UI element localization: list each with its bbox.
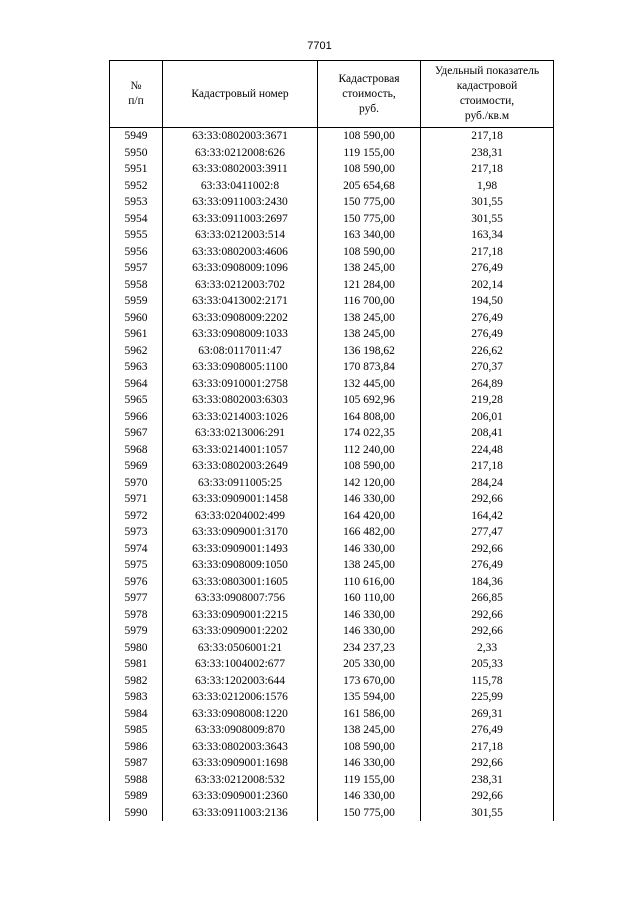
table-row <box>110 409 554 426</box>
cell-specific-indicator: 217,18 <box>421 739 554 756</box>
cell-number: 5967 <box>110 425 163 442</box>
cell-number: 5983 <box>110 689 163 706</box>
cell-specific-indicator: 292,66 <box>421 541 554 558</box>
cell-cadastral-cost: 132 445,00 <box>318 376 421 393</box>
cell-number: 5970 <box>110 475 163 492</box>
cell-number: 5976 <box>110 574 163 591</box>
cell-specific-indicator: 264,89 <box>421 376 554 393</box>
cell-number: 5951 <box>110 161 163 178</box>
cell-cadastral-number: 63:33:0908008:1220 <box>163 706 318 723</box>
cell-cadastral-number: 63:33:0212006:1576 <box>163 689 318 706</box>
cell-cadastral-number: 63:33:0213006:291 <box>163 425 318 442</box>
cell-specific-indicator: 202,14 <box>421 277 554 294</box>
cell-number: 5964 <box>110 376 163 393</box>
cell-cadastral-number: 63:33:0214001:1057 <box>163 442 318 459</box>
cell-cadastral-number: 63:08:0117011:47 <box>163 343 318 360</box>
cell-cadastral-cost: 135 594,00 <box>318 689 421 706</box>
cell-specific-indicator: 225,99 <box>421 689 554 706</box>
cell-cadastral-cost: 121 284,00 <box>318 277 421 294</box>
cell-cadastral-number: 63:33:0212003:702 <box>163 277 318 294</box>
table-row <box>110 442 554 459</box>
cadastral-table <box>109 60 554 821</box>
table-row <box>110 541 554 558</box>
cell-cadastral-number: 63:33:0911003:2136 <box>163 805 318 822</box>
cell-cadastral-cost: 163 340,00 <box>318 227 421 244</box>
cell-cadastral-cost: 108 590,00 <box>318 244 421 261</box>
cell-number: 5981 <box>110 656 163 673</box>
cell-number: 5989 <box>110 788 163 805</box>
table-row <box>110 145 554 162</box>
cell-cadastral-cost: 205 330,00 <box>318 656 421 673</box>
cell-specific-indicator: 164,42 <box>421 508 554 525</box>
cell-cadastral-number: 63:33:0909001:1493 <box>163 541 318 558</box>
cell-specific-indicator: 217,18 <box>421 244 554 261</box>
table-row <box>110 128 554 145</box>
cell-cadastral-cost: 146 330,00 <box>318 788 421 805</box>
cell-cadastral-number: 63:33:0802003:2649 <box>163 458 318 475</box>
cell-number: 5963 <box>110 359 163 376</box>
table-row <box>110 607 554 624</box>
cell-specific-indicator: 301,55 <box>421 194 554 211</box>
cell-cadastral-cost: 112 240,00 <box>318 442 421 459</box>
cell-cadastral-cost: 146 330,00 <box>318 491 421 508</box>
cell-cadastral-cost: 119 155,00 <box>318 772 421 789</box>
cell-number: 5959 <box>110 293 163 310</box>
cell-specific-indicator: 276,49 <box>421 722 554 739</box>
cell-specific-indicator: 276,49 <box>421 557 554 574</box>
cell-specific-indicator: 224,48 <box>421 442 554 459</box>
cell-number: 5954 <box>110 211 163 228</box>
cell-cadastral-cost: 150 775,00 <box>318 194 421 211</box>
cell-cadastral-number: 63:33:0212008:626 <box>163 145 318 162</box>
cell-cadastral-cost: 119 155,00 <box>318 145 421 162</box>
cell-specific-indicator: 163,34 <box>421 227 554 244</box>
cell-specific-indicator: 238,31 <box>421 145 554 162</box>
cell-cadastral-cost: 164 808,00 <box>318 409 421 426</box>
cell-cadastral-cost: 173 670,00 <box>318 673 421 690</box>
table-row <box>110 277 554 294</box>
cell-cadastral-number: 63:33:0911003:2430 <box>163 194 318 211</box>
cell-cadastral-cost: 146 330,00 <box>318 623 421 640</box>
cell-number: 5971 <box>110 491 163 508</box>
cell-specific-indicator: 238,31 <box>421 772 554 789</box>
cell-number: 5966 <box>110 409 163 426</box>
cell-specific-indicator: 276,49 <box>421 326 554 343</box>
col-header-number: № п/п <box>110 61 163 128</box>
table-row <box>110 343 554 360</box>
cell-cadastral-number: 63:33:1202003:644 <box>163 673 318 690</box>
cell-cadastral-number: 63:33:0908009:1050 <box>163 557 318 574</box>
cell-cadastral-number: 63:33:0214003:1026 <box>163 409 318 426</box>
cell-number: 5953 <box>110 194 163 211</box>
cell-cadastral-cost: 108 590,00 <box>318 161 421 178</box>
cell-cadastral-number: 63:33:0908009:1033 <box>163 326 318 343</box>
cell-cadastral-number: 63:33:0909001:2215 <box>163 607 318 624</box>
cell-specific-indicator: 219,28 <box>421 392 554 409</box>
cell-specific-indicator: 269,31 <box>421 706 554 723</box>
cell-specific-indicator: 292,66 <box>421 607 554 624</box>
cell-cadastral-cost: 146 330,00 <box>318 755 421 772</box>
table-row <box>110 161 554 178</box>
cell-cadastral-cost: 161 586,00 <box>318 706 421 723</box>
table-row <box>110 194 554 211</box>
cell-specific-indicator: 292,66 <box>421 788 554 805</box>
cell-number: 5962 <box>110 343 163 360</box>
table-row <box>110 640 554 657</box>
cell-number: 5988 <box>110 772 163 789</box>
table-row <box>110 706 554 723</box>
table-body <box>110 128 554 822</box>
cell-cadastral-number: 63:33:0204002:499 <box>163 508 318 525</box>
cell-number: 5965 <box>110 392 163 409</box>
table-row <box>110 310 554 327</box>
table-row <box>110 623 554 640</box>
cell-number: 5980 <box>110 640 163 657</box>
table-row <box>110 590 554 607</box>
col-header-cadastral-cost: Кадастровая стоимость, руб. <box>318 61 421 128</box>
table-row <box>110 425 554 442</box>
table-row <box>110 475 554 492</box>
table-row <box>110 788 554 805</box>
cell-cadastral-number: 63:33:0212003:514 <box>163 227 318 244</box>
table-row <box>110 260 554 277</box>
cell-cadastral-number: 63:33:0802003:6303 <box>163 392 318 409</box>
cell-number: 5973 <box>110 524 163 541</box>
cell-number: 5972 <box>110 508 163 525</box>
cell-specific-indicator: 301,55 <box>421 211 554 228</box>
table-row <box>110 805 554 822</box>
cell-number: 5977 <box>110 590 163 607</box>
cell-specific-indicator: 270,37 <box>421 359 554 376</box>
cell-cadastral-cost: 105 692,96 <box>318 392 421 409</box>
cell-cadastral-number: 63:33:0908005:1100 <box>163 359 318 376</box>
cell-cadastral-number: 63:33:0212008:532 <box>163 772 318 789</box>
cell-cadastral-cost: 146 330,00 <box>318 541 421 558</box>
cell-specific-indicator: 217,18 <box>421 458 554 475</box>
table-row <box>110 458 554 475</box>
cell-specific-indicator: 284,24 <box>421 475 554 492</box>
col-header-specific-indicator: Удельный показатель кадастровой стоимости, руб./кв.м <box>421 61 554 128</box>
cell-cadastral-cost: 160 110,00 <box>318 590 421 607</box>
cell-specific-indicator: 206,01 <box>421 409 554 426</box>
cell-specific-indicator: 184,36 <box>421 574 554 591</box>
cell-number: 5958 <box>110 277 163 294</box>
cell-number: 5978 <box>110 607 163 624</box>
cell-number: 5968 <box>110 442 163 459</box>
table-row <box>110 376 554 393</box>
cell-number: 5969 <box>110 458 163 475</box>
cell-cadastral-number: 63:33:0803001:1605 <box>163 574 318 591</box>
cell-number: 5960 <box>110 310 163 327</box>
cell-cadastral-number: 63:33:1004002:677 <box>163 656 318 673</box>
cell-specific-indicator: 1,98 <box>421 178 554 195</box>
cell-number: 5950 <box>110 145 163 162</box>
table-row <box>110 359 554 376</box>
cell-number: 5982 <box>110 673 163 690</box>
cell-specific-indicator: 194,50 <box>421 293 554 310</box>
cell-specific-indicator: 276,49 <box>421 260 554 277</box>
cell-cadastral-cost: 164 420,00 <box>318 508 421 525</box>
cell-cadastral-cost: 205 654,68 <box>318 178 421 195</box>
table-row <box>110 491 554 508</box>
table-row <box>110 293 554 310</box>
table-row <box>110 739 554 756</box>
cell-cadastral-cost: 138 245,00 <box>318 722 421 739</box>
cell-specific-indicator: 292,66 <box>421 755 554 772</box>
cell-cadastral-number: 63:33:0909001:1698 <box>163 755 318 772</box>
cell-specific-indicator: 277,47 <box>421 524 554 541</box>
cell-specific-indicator: 292,66 <box>421 491 554 508</box>
cell-number: 5955 <box>110 227 163 244</box>
cell-cadastral-cost: 108 590,00 <box>318 458 421 475</box>
cell-specific-indicator: 301,55 <box>421 805 554 822</box>
cell-specific-indicator: 292,66 <box>421 623 554 640</box>
cell-cadastral-number: 63:33:0506001:21 <box>163 640 318 657</box>
table-row <box>110 722 554 739</box>
table-row <box>110 524 554 541</box>
table-row <box>110 574 554 591</box>
table-row <box>110 508 554 525</box>
cell-cadastral-number: 63:33:0908007:756 <box>163 590 318 607</box>
col-header-cadastral-number: Кадастровый номер <box>163 61 318 128</box>
cell-cadastral-number: 63:33:0411002:8 <box>163 178 318 195</box>
table-row <box>110 244 554 261</box>
table-row <box>110 755 554 772</box>
cell-cadastral-number: 63:33:0909001:1458 <box>163 491 318 508</box>
cell-cadastral-cost: 174 022,35 <box>318 425 421 442</box>
table-row <box>110 326 554 343</box>
cell-cadastral-number: 63:33:0908009:1096 <box>163 260 318 277</box>
cell-cadastral-cost: 170 873,84 <box>318 359 421 376</box>
cell-number: 5986 <box>110 739 163 756</box>
cell-cadastral-cost: 108 590,00 <box>318 128 421 145</box>
page-number: 7701 <box>307 40 332 52</box>
cell-cadastral-number: 63:33:0909001:2202 <box>163 623 318 640</box>
cell-cadastral-cost: 150 775,00 <box>318 211 421 228</box>
cell-number: 5949 <box>110 128 163 145</box>
cell-number: 5956 <box>110 244 163 261</box>
cell-cadastral-number: 63:33:0909001:3170 <box>163 524 318 541</box>
cell-specific-indicator: 226,62 <box>421 343 554 360</box>
cell-cadastral-number: 63:33:0802003:3643 <box>163 739 318 756</box>
cell-number: 5990 <box>110 805 163 822</box>
table-row <box>110 392 554 409</box>
cell-cadastral-cost: 138 245,00 <box>318 326 421 343</box>
cell-cadastral-cost: 234 237,23 <box>318 640 421 657</box>
cell-cadastral-number: 63:33:0911003:2697 <box>163 211 318 228</box>
cell-cadastral-number: 63:33:0908009:870 <box>163 722 318 739</box>
cell-cadastral-cost: 138 245,00 <box>318 557 421 574</box>
cell-cadastral-number: 63:33:0911005:25 <box>163 475 318 492</box>
cell-number: 5985 <box>110 722 163 739</box>
table-row <box>110 656 554 673</box>
cell-number: 5974 <box>110 541 163 558</box>
cell-cadastral-number: 63:33:0802003:3911 <box>163 161 318 178</box>
cell-cadastral-number: 63:33:0908009:2202 <box>163 310 318 327</box>
cell-cadastral-cost: 146 330,00 <box>318 607 421 624</box>
cell-cadastral-cost: 142 120,00 <box>318 475 421 492</box>
cell-cadastral-cost: 166 482,00 <box>318 524 421 541</box>
cell-specific-indicator: 2,33 <box>421 640 554 657</box>
cell-cadastral-cost: 108 590,00 <box>318 739 421 756</box>
table-row <box>110 689 554 706</box>
header-row <box>110 61 554 128</box>
table-row <box>110 673 554 690</box>
table-row <box>110 557 554 574</box>
cell-number: 5957 <box>110 260 163 277</box>
cell-number: 5979 <box>110 623 163 640</box>
cell-number: 5975 <box>110 557 163 574</box>
cell-cadastral-cost: 138 245,00 <box>318 310 421 327</box>
cell-cadastral-number: 63:33:0910001:2758 <box>163 376 318 393</box>
cell-specific-indicator: 276,49 <box>421 310 554 327</box>
cell-cadastral-number: 63:33:0413002:2171 <box>163 293 318 310</box>
table-header <box>110 61 554 128</box>
table-row <box>110 772 554 789</box>
cell-cadastral-cost: 150 775,00 <box>318 805 421 822</box>
table-row <box>110 211 554 228</box>
cell-cadastral-cost: 138 245,00 <box>318 260 421 277</box>
cell-specific-indicator: 115,78 <box>421 673 554 690</box>
cell-specific-indicator: 266,85 <box>421 590 554 607</box>
cell-cadastral-number: 63:33:0909001:2360 <box>163 788 318 805</box>
cell-number: 5961 <box>110 326 163 343</box>
cell-cadastral-cost: 116 700,00 <box>318 293 421 310</box>
table-row <box>110 178 554 195</box>
cell-specific-indicator: 205,33 <box>421 656 554 673</box>
table-row <box>110 227 554 244</box>
cell-cadastral-number: 63:33:0802003:4606 <box>163 244 318 261</box>
cell-number: 5952 <box>110 178 163 195</box>
cell-specific-indicator: 217,18 <box>421 128 554 145</box>
cell-cadastral-cost: 110 616,00 <box>318 574 421 591</box>
cell-cadastral-number: 63:33:0802003:3671 <box>163 128 318 145</box>
cell-cadastral-cost: 136 198,62 <box>318 343 421 360</box>
cell-specific-indicator: 208,41 <box>421 425 554 442</box>
cell-number: 5987 <box>110 755 163 772</box>
cell-number: 5984 <box>110 706 163 723</box>
cell-specific-indicator: 217,18 <box>421 161 554 178</box>
